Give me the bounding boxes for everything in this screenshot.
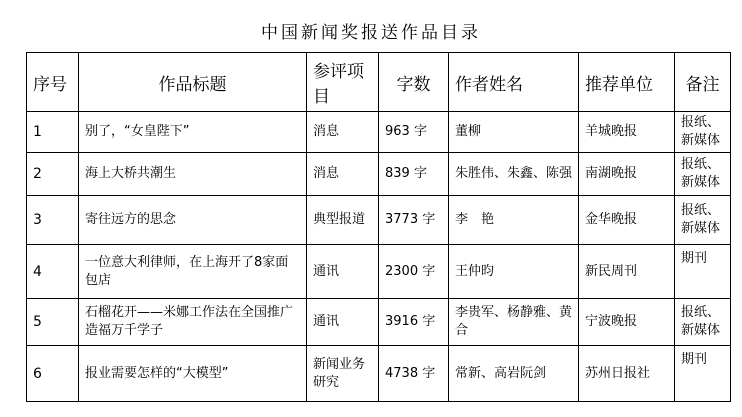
cell-unit: 宁波晚报 bbox=[579, 299, 675, 346]
cell-word-count: 4738 字 bbox=[379, 346, 449, 402]
cell-authors: 常新、高岩阮剑 bbox=[449, 346, 579, 402]
cell-index: 1 bbox=[27, 112, 79, 153]
table-row bbox=[27, 245, 731, 299]
header-work-title: 作品标题 bbox=[79, 53, 307, 112]
cell-word-count: 839 字 bbox=[379, 153, 449, 196]
table-header-row bbox=[27, 53, 731, 112]
cell-work-title: 海上大桥共潮生 bbox=[79, 153, 307, 196]
header-remarks: 备注 bbox=[675, 53, 731, 112]
cell-work-title: 石榴花开——米娜工作法在全国推广造福万千学子 bbox=[79, 299, 307, 346]
table-row bbox=[27, 196, 731, 245]
header-unit: 推荐单位 bbox=[579, 53, 675, 112]
header-index: 序号 bbox=[27, 53, 79, 112]
cell-unit: 羊城晚报 bbox=[579, 112, 675, 153]
cell-work-title: 一位意大利律师，在上海开了8家面包店 bbox=[79, 245, 307, 299]
cell-authors: 李贵军、杨静雅、黄合 bbox=[449, 299, 579, 346]
cell-word-count: 3916 字 bbox=[379, 299, 449, 346]
cell-work-title: 寄往远方的思念 bbox=[79, 196, 307, 245]
header-authors: 作者姓名 bbox=[449, 53, 579, 112]
cell-unit: 苏州日报社 bbox=[579, 346, 675, 402]
cell-category: 消息 bbox=[307, 112, 379, 153]
table-row bbox=[27, 153, 731, 196]
header-word-count: 字数 bbox=[379, 53, 449, 112]
cell-unit: 南湖晚报 bbox=[579, 153, 675, 196]
table-row bbox=[27, 299, 731, 346]
cell-category: 新闻业务研究 bbox=[307, 346, 379, 402]
cell-word-count: 3773 字 bbox=[379, 196, 449, 245]
cell-authors: 董柳 bbox=[449, 112, 579, 153]
cell-category: 消息 bbox=[307, 153, 379, 196]
cell-unit: 新民周刊 bbox=[579, 245, 675, 299]
cell-category: 通讯 bbox=[307, 299, 379, 346]
cell-work-title: 别了，“女皇陛下” bbox=[79, 112, 307, 153]
table-row bbox=[27, 346, 731, 402]
cell-work-title: 报业需要怎样的“大模型” bbox=[79, 346, 307, 402]
cell-category: 典型报道 bbox=[307, 196, 379, 245]
works-table bbox=[26, 52, 731, 402]
cell-index: 6 bbox=[27, 346, 79, 402]
cell-word-count: 963 字 bbox=[379, 112, 449, 153]
cell-remarks: 报纸、新媒体 bbox=[675, 153, 731, 196]
document-title: 中国新闻奖报送作品目录 bbox=[261, 23, 481, 43]
cell-remarks: 期刊 bbox=[675, 346, 731, 402]
cell-index: 5 bbox=[27, 299, 79, 346]
cell-remarks: 期刊 bbox=[675, 245, 731, 299]
cell-authors: 朱胜伟、朱鑫、陈强 bbox=[449, 153, 579, 196]
table-row bbox=[27, 112, 731, 153]
cell-unit: 金华晚报 bbox=[579, 196, 675, 245]
header-category: 参评项目 bbox=[307, 53, 379, 112]
cell-category: 通讯 bbox=[307, 245, 379, 299]
cell-index: 3 bbox=[27, 196, 79, 245]
cell-index: 4 bbox=[27, 245, 79, 299]
cell-index: 2 bbox=[27, 153, 79, 196]
cell-authors: 李 艳 bbox=[449, 196, 579, 245]
cell-remarks: 报纸、新媒体 bbox=[675, 112, 731, 153]
cell-remarks: 报纸、新媒体 bbox=[675, 196, 731, 245]
cell-authors: 王仲昀 bbox=[449, 245, 579, 299]
cell-word-count: 2300 字 bbox=[379, 245, 449, 299]
cell-remarks: 报纸、新媒体 bbox=[675, 299, 731, 346]
